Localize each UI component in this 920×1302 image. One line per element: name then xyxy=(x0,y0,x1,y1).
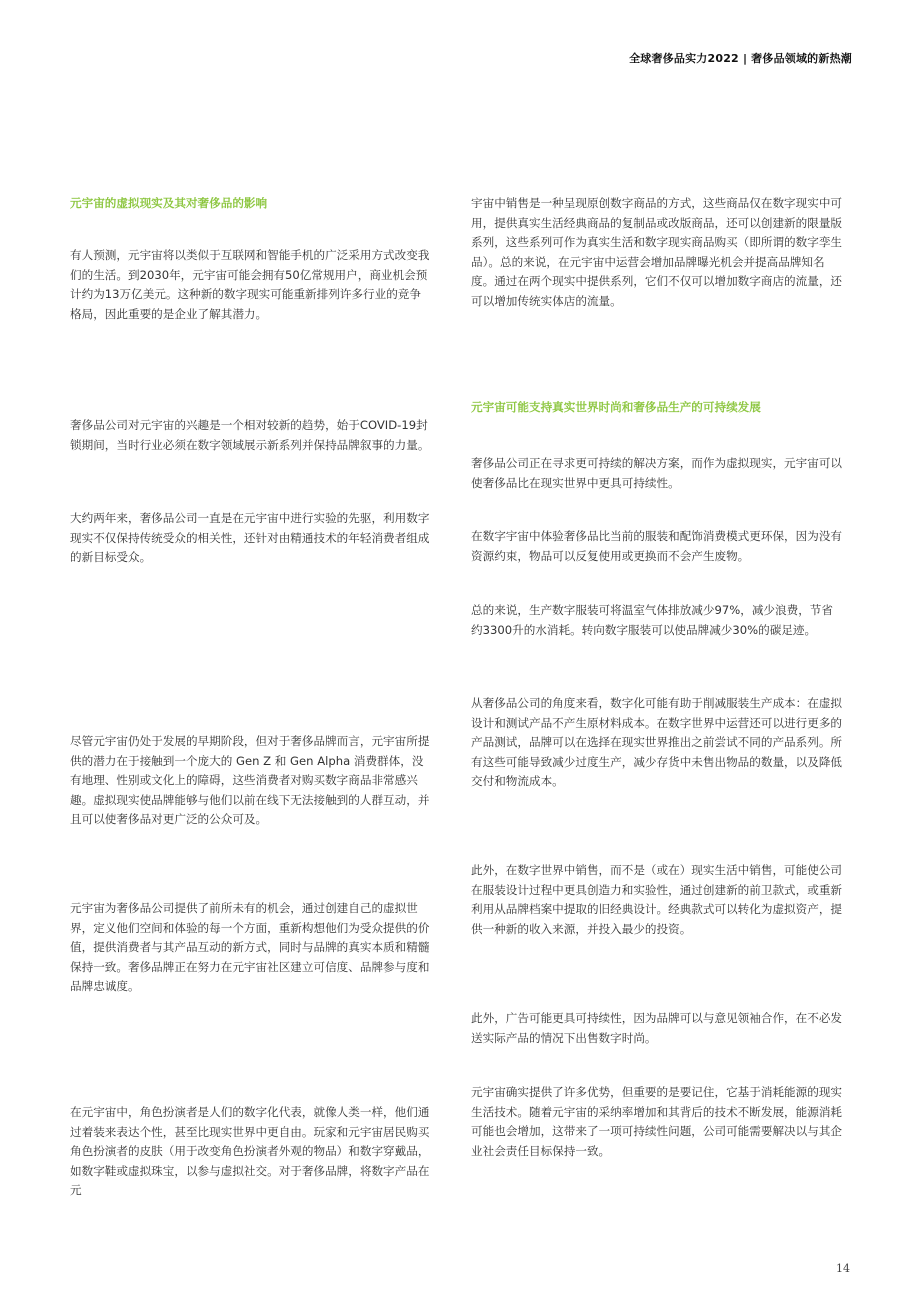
paragraph-avatars: 在元宇宙中，角色扮演者是人们的数字化代表，就像人类一样，他们通过着装来表达个性，甚至比现实世界中更自由。玩家和元宇宙居民购买角色扮演者的皮肤（用于改变角色扮演者外观的物品）和数字穿戴品，如数字鞋或虚拟珠宝，以参与虚拟社交。对于奢侈品牌，将数字产品在元 xyxy=(70,1105,430,1197)
page-number: 14 xyxy=(836,1262,850,1275)
paragraph-digital-sales: 宇宙中销售是一种呈现原创数字商品的方式，这些商品仅在数字现实中可用，提供真实生活经典商品的复制品或改版商品，还可以创建新的限量版系列，这些系列可作为真实生活和数字现实商品购买（即所谓的数字孪生品）。总的来说，在元宇宙中运营会增加品牌曝光机会并提高品牌知名度。通过在两个现实中提供系列，它们不仅可以增加数字商店的流量，还可以增加传统实体店的流量。 xyxy=(471,196,843,308)
section-heading-sustainability: 元宇宙可能支持真实世界时尚和奢侈品生产的可持续发展 xyxy=(471,400,761,414)
paragraph-pioneers: 大约两年来，奢侈品公司一直是在元宇宙中进行实验的先驱，利用数字现实不仅保持传统受众的相关性，还针对由精通技术的年轻消费者组成的新目标受众。 xyxy=(70,511,430,564)
paragraph-opportunities: 元宇宙为奢侈品公司提供了前所未有的机会，通过创建自己的虚拟世界，定义他们空间和体验的每一个方面，重新构想他们为受众提供的价值，提供消费者与其产品互动的新方式，同时与品牌的真实本质和精髓保持一致。奢侈品牌正在努力在元宇宙社区建立可信度、品牌参与度和品牌忠诚度。 xyxy=(70,901,430,993)
paragraph-early-stage: 尽管元宇宙仍处于发展的早期阶段，但对于奢侈品牌而言，元宇宙所提供的潜力在于接触到一个庞大的 Gen Z 和 Gen Alpha 消费群体，没有地理、性别或文化上的障碍，这些消费者对购买数字商品非常感兴趣。虚拟现实使品牌能够与他们以前在线下无法接触到的人群互动，并且可以使奢侈品对更广泛的公众可及。 xyxy=(70,734,430,826)
paragraph-energy: 元宇宙确实提供了许多优势，但重要的是要记住，它基于消耗能源的现实生活技术。随着元宇宙的采纳率增加和其背后的技术不断发展，能源消耗可能也会增加，这带来了一项可持续性问题，公司可能需要解决以与其企业社会责任目标保持一致。 xyxy=(471,1085,843,1158)
paragraph-cost-reduction: 从奢侈品公司的角度来看，数字化可能有助于削减服装生产成本：在虚拟设计和测试产品不产生原材料成本。在数字世界中运营还可以进行更多的产品测试，品牌可以在选择在现实世界推出之前尝试不同的产品系列。所有这些可能导致减少过度生产，减少存货中未售出物品的数量，以及降低交付和物流成本。 xyxy=(471,696,843,788)
running-header: 全球奢侈品实力2022 | 奢侈品领域的新热潮 xyxy=(629,52,852,65)
paragraph-eco-friendly: 在数字宇宙中体验奢侈品比当前的服装和配饰消费模式更环保，因为没有资源约束，物品可以反复使用或更换而不会产生废物。 xyxy=(471,529,843,563)
paragraph-creativity: 此外，在数字世界中销售，而不是（或在）现实生活中销售，可能使公司在服装设计过程中更具创造力和实验性，通过创建新的前卫款式，或重新利用从品牌档案中提取的旧经典设计。经典款式可以转化为虚拟资产，提供一种新的收入来源，并投入最少的投资。 xyxy=(471,863,843,936)
paragraph-sustainable-solutions: 奢侈品公司正在寻求更可持续的解决方案，而作为虚拟现实，元宇宙可以使奢侈品比在现实世界中更具可持续性。 xyxy=(471,456,843,490)
paragraph-prediction: 有人预测，元宇宙将以类似于互联网和智能手机的广泛采用方式改变我们的生活。到2030年，元宇宙可能会拥有50亿常规用户，商业机会预计约为13万亿美元。这种新的数字现实可能重新排列许多行业的竞争格局，因此重要的是企业了解其潜力。 xyxy=(70,248,430,321)
paragraph-interest-trend: 奢侈品公司对元宇宙的兴趣是一个相对较新的趋势，始于COVID-19封锁期间，当时行业必须在数字领域展示新系列并保持品牌叙事的力量。 xyxy=(70,418,430,452)
paragraph-emissions: 总的来说，生产数字服装可将温室气体排放减少97%，减少浪费，节省约3300升的水消耗。转向数字服装可以使品牌减少30%的碳足迹。 xyxy=(471,603,833,637)
paragraph-advertising: 此外，广告可能更具可持续性，因为品牌可以与意见领袖合作，在不必发送实际产品的情况下出售数字时尚。 xyxy=(471,1011,843,1045)
section-heading-metaverse-impact: 元宇宙的虚拟现实及其对奢侈品的影响 xyxy=(70,196,268,210)
